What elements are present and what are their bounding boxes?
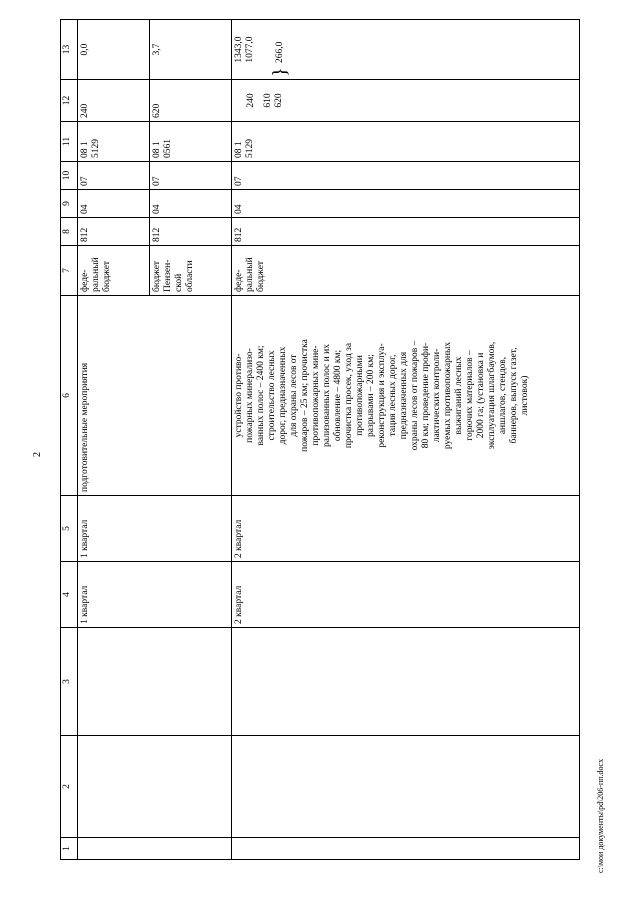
code-cell: 08 1 5129 [78, 122, 150, 162]
col-header-8: 8 [61, 218, 78, 246]
code-cell: 08 1 5129 [232, 122, 580, 162]
col-header-3: 3 [61, 628, 78, 736]
code-cell: 07 [232, 162, 580, 190]
amount-cell: 0,0 [78, 20, 150, 80]
period-end-cell: 2 квартал [232, 496, 580, 562]
activity-cell: устройство противо- пожарных минерализо- ванных полос – 2400 км; строительство лесных дорог, предназначенных для охраны лесов от пожаров – 25 км; прочистка противопожарных мине- рализованных полос и их обновление – 4800 км; прочистка просек, уход за противопожарными разрывами – 200 км; реконструкция и эксплуа- тация лесных дорог, предназначенных для охраны лесов от пожаров – 80 км; проведение профи- лактических контроли- руемых противопожарных выжиганий лесных горючих материалов – 2000 га; (установка и эксплуатация шлагбаумов, аншлагов, стендов, баннеров, выпуск газет, листовок) [232, 296, 580, 496]
code-value: 620 [274, 93, 284, 108]
code-cell: 812 [150, 218, 232, 246]
col-header-12: 12 [61, 80, 78, 122]
code-cell: 08 1 0561 [150, 122, 232, 162]
period-start-cell: 2 квартал [232, 562, 580, 628]
code-cell: 812 [232, 218, 580, 246]
col-header-7: 7 [61, 246, 78, 296]
col-header-4: 4 [61, 562, 78, 628]
col-header-11: 11 [61, 122, 78, 162]
table-cell [78, 628, 232, 736]
code-cell: 240 [78, 80, 150, 122]
rotated-table-container [60, 20, 580, 860]
budget-table [60, 19, 580, 860]
table-cell [78, 838, 232, 860]
code-cell: 04 [78, 190, 150, 218]
brace-symbol: } [269, 67, 291, 77]
header-row [61, 20, 78, 860]
col-header-6: 6 [61, 296, 78, 496]
table-cell [232, 628, 580, 736]
activity-cell: подготовительные мероприятия [78, 296, 232, 496]
budget-source-cell: феде- ральный бюджет [232, 246, 580, 296]
col-header-13: 13 [61, 20, 78, 80]
col-header-2: 2 [61, 736, 78, 838]
table-cell [232, 736, 580, 838]
code-cell: 620 [150, 80, 232, 122]
budget-source-cell: бюджет Пензен- ской области [150, 246, 232, 296]
code-cell [232, 80, 580, 122]
col-header-9: 9 [61, 190, 78, 218]
col-header-1: 1 [61, 838, 78, 860]
code-cell: 04 [150, 190, 232, 218]
code-cell: 07 [78, 162, 150, 190]
footer-file-path: c:\мои документы\pd\206-пп.docx [596, 758, 605, 873]
amount-cell [232, 20, 580, 80]
col-header-10: 10 [61, 162, 78, 190]
amount-value: 1077,0 [245, 36, 255, 63]
period-start-cell: 1 квартал [78, 562, 232, 628]
code-value: 240 [246, 93, 256, 108]
table-cell [78, 736, 232, 838]
table-row [232, 20, 580, 860]
table-cell [232, 838, 580, 860]
amount-cell: 3,7 [150, 20, 232, 80]
col-header-5: 5 [61, 496, 78, 562]
amount-value: 266,0 [275, 41, 285, 63]
code-cell: 07 [150, 162, 232, 190]
code-cell: 04 [232, 190, 580, 218]
code-value: 610 [263, 93, 273, 108]
code-cell: 812 [78, 218, 150, 246]
table-row [78, 20, 150, 860]
amount-value: 1343,0 [234, 36, 244, 63]
budget-source-cell: феде- ральный бюджет [78, 246, 150, 296]
page-number: 2 [32, 452, 43, 457]
period-end-cell: 1 квартал [78, 496, 232, 562]
